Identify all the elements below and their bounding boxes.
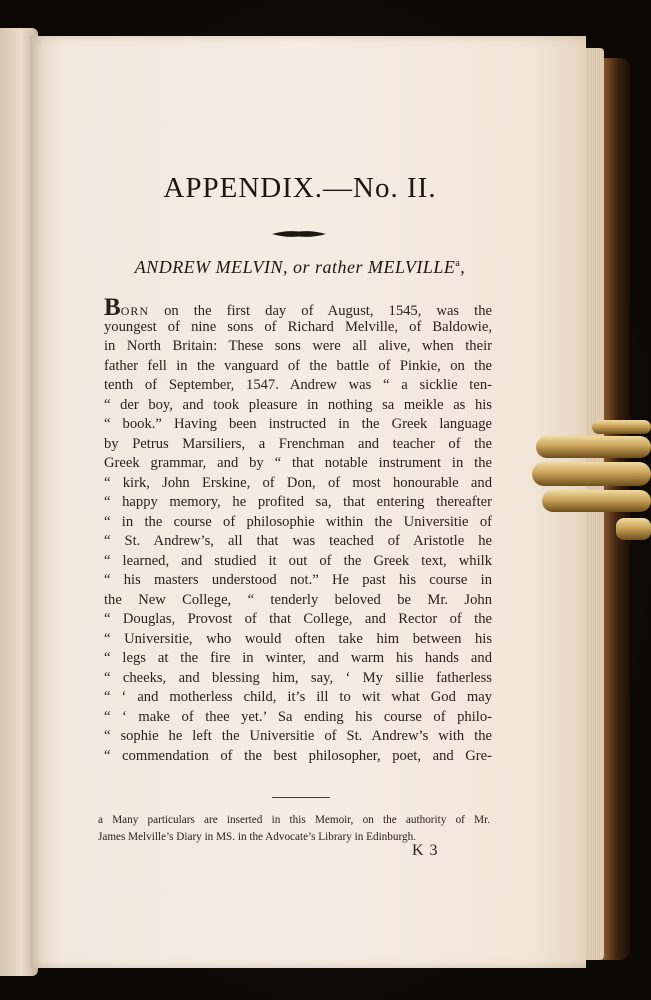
text-line: “ kirk, John Erskine, of Don, of most honourable and: [104, 474, 492, 491]
text-line: tenth of September, 1547. Andrew was “ a sicklie ten-: [104, 377, 492, 393]
page-title: APPENDIX.—No. II.: [163, 172, 437, 204]
text-line: “ in the course of philosophie within the Universitie of: [104, 513, 492, 530]
text-line: [104, 294, 492, 321]
text-line: “ Universitie, who would often take him between his: [104, 630, 492, 647]
text-line: “ commendation of the best philosopher, poet, and Gre-: [104, 747, 492, 764]
text-line: “ learned, and studied it out of the Greek text, whilk: [104, 552, 492, 569]
text-line: “ book.” Having been instructed in the Greek language: [104, 416, 492, 432]
small-caps-word: ORN: [120, 304, 150, 318]
text-line: “ ‘ and motherless child, it’s ill to wit what God may: [104, 689, 492, 705]
line-text: on the first day of August, 1545, was the: [149, 303, 492, 319]
text-line: “ sophie he left the Universitie of St. Andrew’s with the: [104, 728, 492, 744]
text-line: youngest of nine sons of Richard Melville, of Baldowie,: [104, 318, 492, 335]
body-text: [104, 294, 492, 766]
footnote: [98, 812, 490, 846]
footnote-line: a Many particulars are inserted in this Memoir, on the authority of Mr.: [98, 814, 490, 826]
ornament-rule-icon: [272, 230, 326, 238]
text-line: Greek grammar, and by “ that notable instrument in the: [104, 455, 492, 471]
text-line: “ his masters understood not.” He past his course in: [104, 572, 492, 588]
subtitle-text: ANDREW MELVIN, or rather MELVILLE: [134, 257, 456, 277]
brass-page-clip-icon: [532, 420, 651, 542]
text-line: “ happy memory, he profited sa, that entering thereafter: [104, 494, 492, 510]
text-line: in North Britain: These sons were all alive, when their: [104, 338, 492, 354]
footnote-divider: [272, 797, 330, 798]
subtitle-punctuation: ,: [460, 257, 466, 277]
text-line: “ Douglas, Provost of that College, and Rector of the: [104, 611, 492, 627]
footnote-line: James Melville’s Diary in MS. in the Advocate’s Library in Edinburgh.: [98, 831, 416, 843]
text-line: “ legs at the fire in winter, and warm his hands and: [104, 650, 492, 666]
text-line: the New College, “ tenderly beloved be Mr. John: [104, 591, 492, 608]
text-line: “ der boy, and took pleasure in nothing sa meikle as his: [104, 396, 492, 413]
text-line: by Petrus Marsiliers, a Frenchman and teacher of the: [104, 435, 492, 452]
text-line: “ cheeks, and blessing him, say, ‘ My sillie fatherless: [104, 669, 492, 686]
text-line: father fell in the vanguard of the battle of Pinkie, on the: [104, 357, 492, 374]
signature-mark: K 3: [412, 842, 439, 859]
text-line: “ ‘ make of thee yet.’ Sa ending his course of philo-: [104, 708, 492, 725]
drop-cap: B: [104, 294, 121, 321]
subtitle: [0, 257, 600, 278]
text-line: “ St. Andrew’s, all that was teached of Aristotle he: [104, 533, 492, 549]
footnote-marker: a: [455, 258, 461, 269]
